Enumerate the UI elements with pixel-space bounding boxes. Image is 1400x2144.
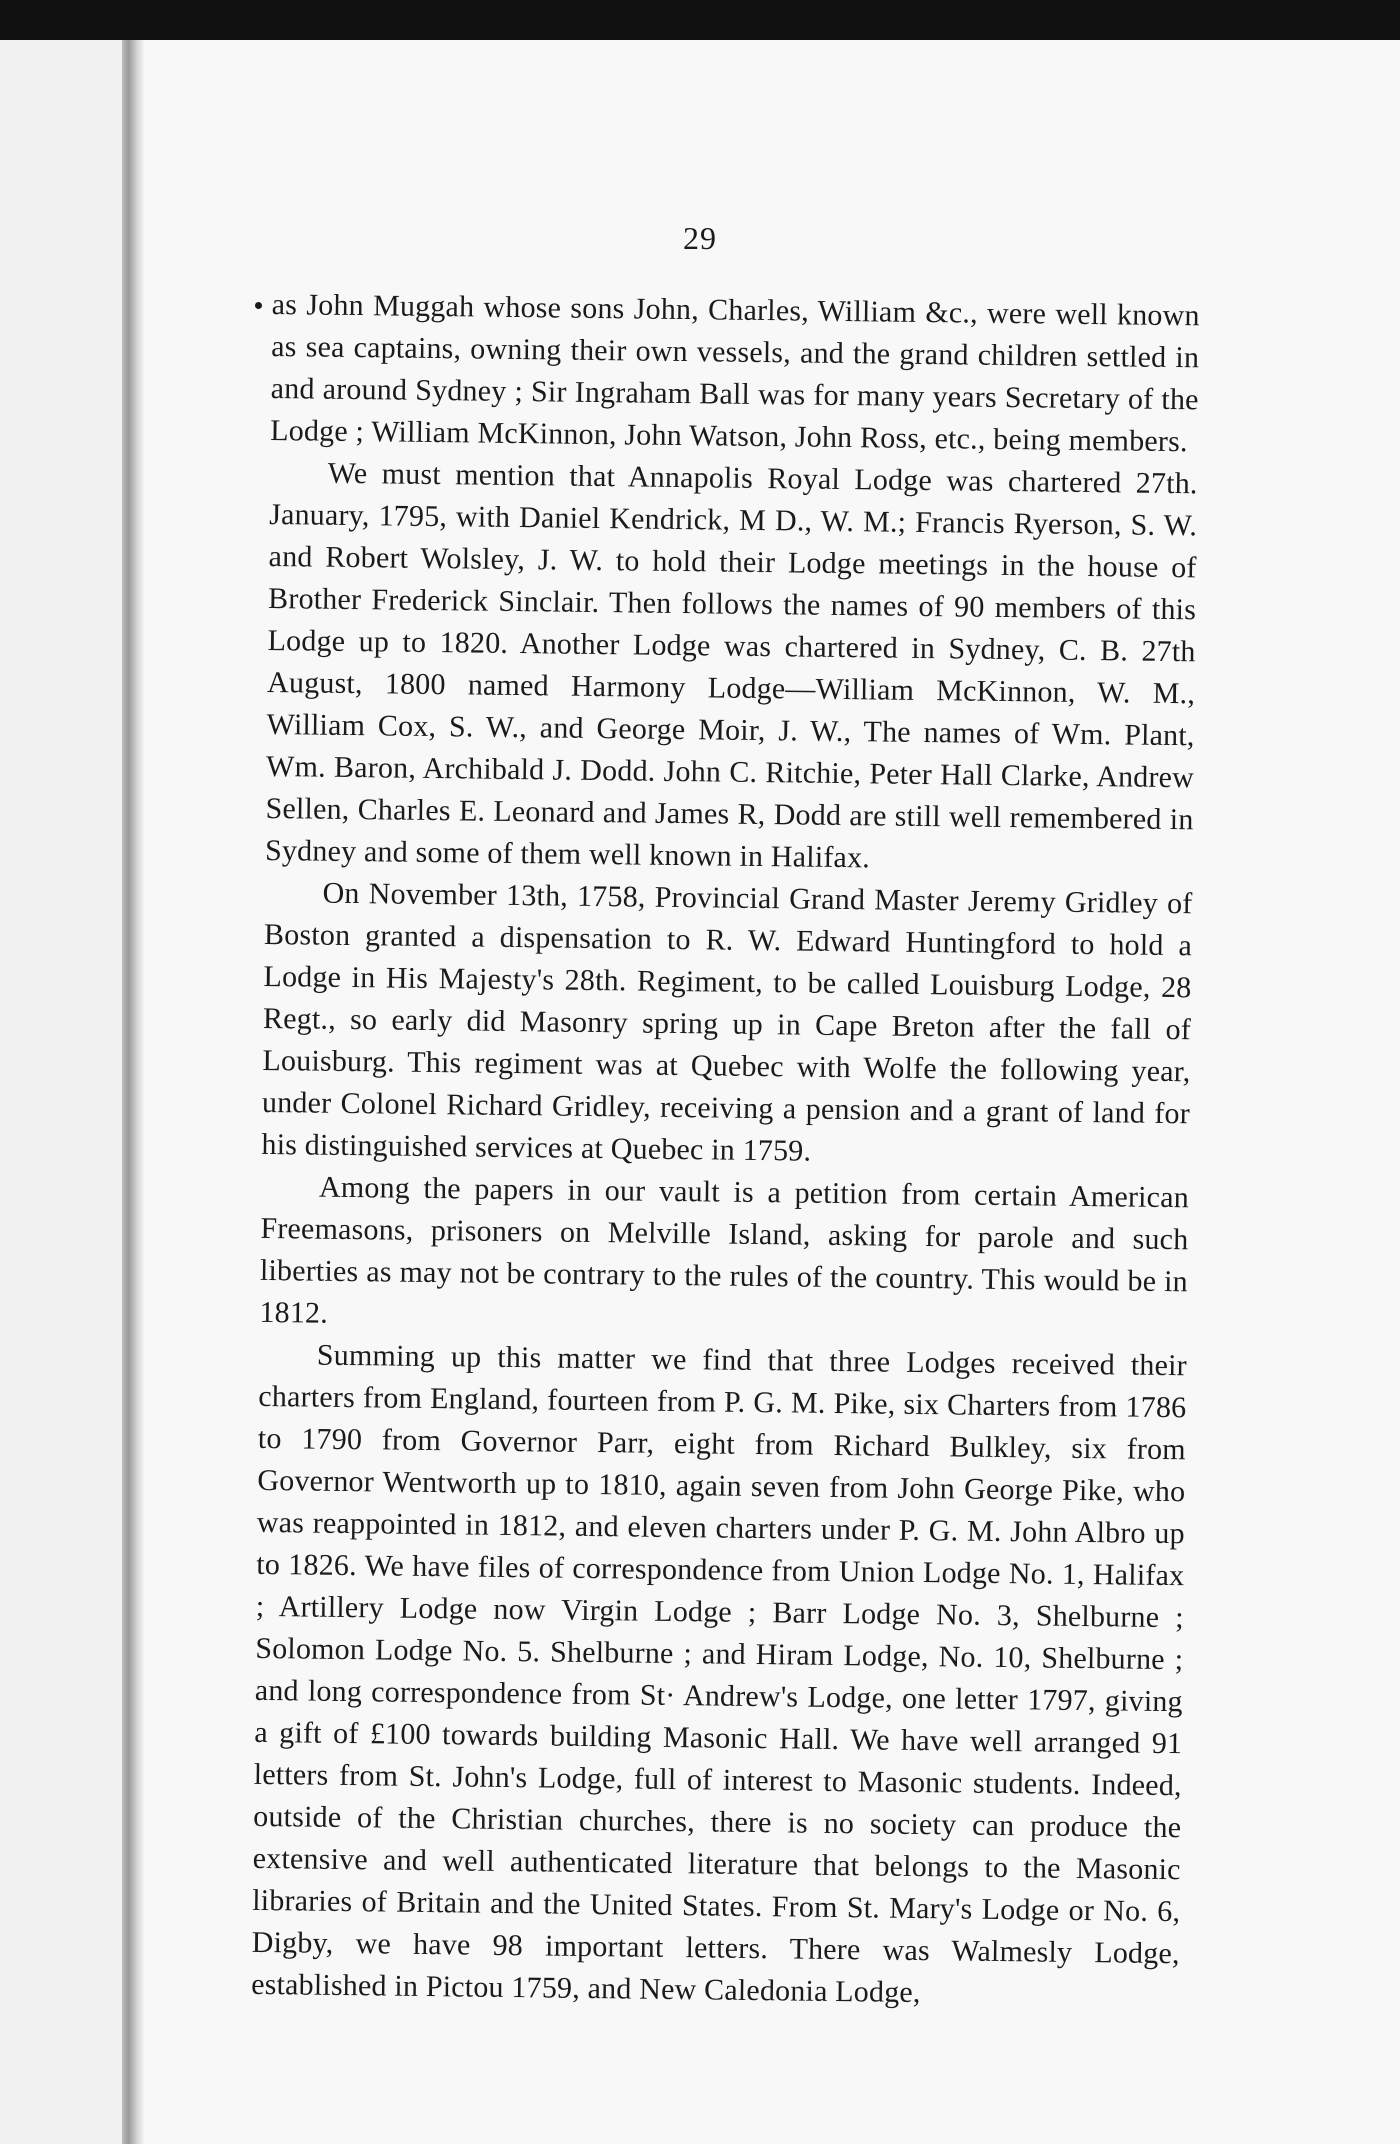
page-number: 29: [683, 220, 717, 256]
body-text: [251, 284, 1200, 2017]
book-spine-shadow: [122, 40, 144, 2144]
scan-top-border: [0, 0, 1400, 40]
paragraph-melville-island-petition: Among the papers in our vault is a petition from certain American Freemasons, prisoners on Melville Island, asking for parole and such liberties as may not be contrary to the rules of the country. This would be in 1812.: [259, 1170, 1190, 1330]
scan-left-margin: [0, 40, 122, 2144]
paragraph-summary-of-charters: Summing up this matter we find that three Lodges received their charters from England, fourteen from P. G. M. Pike, six Charters from 1786 to 1790 from Governor Parr, eight from Richard Bulkley, six from Governor Wentworth up to 1810, again seven from John George Pike, who was reappointed in 1812, and eleven charters under P. G. M. John Albro up to 1826. We have files of correspondence from Union Lodge No. 1, Halifax ; Artillery Lodge now Virgin Lodge ; Barr Lodge No. 3, Shelburne ; Solomon Lodge No. 5. Shelburne ; and Hiram Lodge, No. 10, Shelburne ; and long correspondence from St· Andrew's Lodge, one letter 1797, giving a gift of £100 towards building Masonic Hall. We have well arranged 91 letters from St. John's Lodge, full of interest to Masonic students. Indeed, outside of the Christian churches, there is no society can produce the extensive and well authenticated literature that belongs to the Masonic libraries of Britain and the United States. From St. Mary's Lodge or No. 6, Digby, we have 98 important letters. There was Walmesly Lodge, established in Pictou 1759, and New Caledonia Lodge,: [251, 1338, 1188, 2010]
paragraph-continuation: as John Muggah whose sons John, Charles, William &c., were well known as sea captains, owning their own vessels, and the grand children settled in and around Sydney ; Sir Ingraham Ball was for many years Secretary of the Lodge ; William McKinnon, John Watson, John Ross, etc., being members.: [270, 287, 1200, 459]
paragraph-louisburg-lodge: On November 13th, 1758, Provincial Grand Master Jeremy Gridley of Boston granted a dispensation to R. W. Edward Huntingford to hold a Lodge in His Majesty's 28th. Regiment, to be called Louisburg Lodge, 28 Regt., so early did Masonry spring up in Cape Breton after the fall of Louisburg. This regiment was at Quebec with Wolfe the following year, under Colonel Richard Gridley, receiving a pension and a grant of land for his distinguished services at Quebec in 1759.: [261, 876, 1193, 1168]
bullet-mark: [255, 302, 262, 309]
paragraph-annapolis-royal-lodge: We must mention that Annapolis Royal Lodge was chartered 27th. January, 1795, with Daniel Kendrick, M D., W. M.; Francis Ryerson, S. W. and Robert Wolsley, J. W. to hold their Lodge meetings in the house of Brother Frederick Sinclair. Then follows the names of 90 members of this Lodge up to 1820. Another Lodge was chartered in Sydney, C. B. 27th August, 1800 named Harmony Lodge—William McKinnon, W. M., William Cox, S. W., and George Moir, J. W., The names of Wm. Plant, Wm. Baron, Archibald J. Dodd. John C. Ritchie, Peter Hall Clarke, Andrew Sellen, Charles E. Leonard and James R, Dodd are still well remembered in Sydney and some of them well known in Halifax.: [264, 456, 1198, 875]
